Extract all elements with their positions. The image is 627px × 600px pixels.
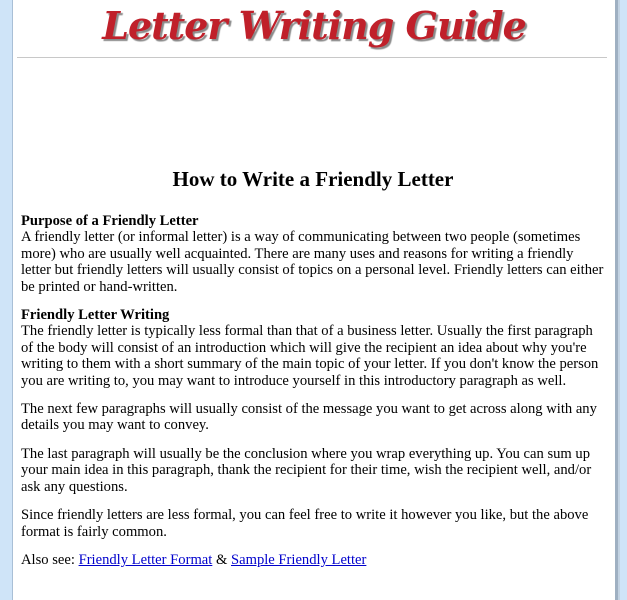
site-logo[interactable]: Letter Writing Guide xyxy=(102,3,526,48)
also-see-line xyxy=(21,552,605,568)
body-paragraph-conclusion: The last paragraph will usually be the conclusion where you wrap everything up. You can sum up your main idea in this paragraph, thank the recipient for their time, wish the recipient well, and/or ask any questions. xyxy=(21,445,592,495)
also-see-label: Also see: xyxy=(21,551,75,568)
writing-section xyxy=(21,307,605,389)
writing-heading: Friendly Letter Writing xyxy=(21,307,170,324)
article-content xyxy=(21,166,605,580)
writing-text: The friendly letter is typically less formal than that of a business letter. Usually the first paragraph of the body will consist of an introduction which will give the recipient an idea about why you're writing to them with a short summary of the main topic of your letter. If you don't know the person you are writing to, you may want to introduce yourself in this introductory paragraph as well. xyxy=(21,323,599,389)
purpose-text: A friendly letter (or informal letter) is a way of communicating between two people (sometimes more) who are usually well acquainted. There are many uses and reasons for writing a friendly letter but friendly letters will usually consist of topics on a personal level. Friendly letters can either be printed or hand-written. xyxy=(21,229,604,295)
friendly-letter-format-link[interactable]: Friendly Letter Format xyxy=(78,551,213,568)
page-title: How to Write a Friendly Letter xyxy=(172,167,454,191)
body-paragraph-format: Since friendly letters are less formal, you can feel free to write it however you like, but the above format is fairly common. xyxy=(21,507,589,540)
header-divider xyxy=(17,57,607,58)
also-see-separator: & xyxy=(215,551,228,568)
body-paragraph-details: The next few paragraphs will usually consist of the message you want to get across along with any details you may want to convey. xyxy=(21,401,597,434)
sample-friendly-letter-link[interactable]: Sample Friendly Letter xyxy=(231,551,367,568)
purpose-section xyxy=(21,213,605,295)
purpose-heading: Purpose of a Friendly Letter xyxy=(21,213,199,229)
page-container xyxy=(12,0,615,600)
